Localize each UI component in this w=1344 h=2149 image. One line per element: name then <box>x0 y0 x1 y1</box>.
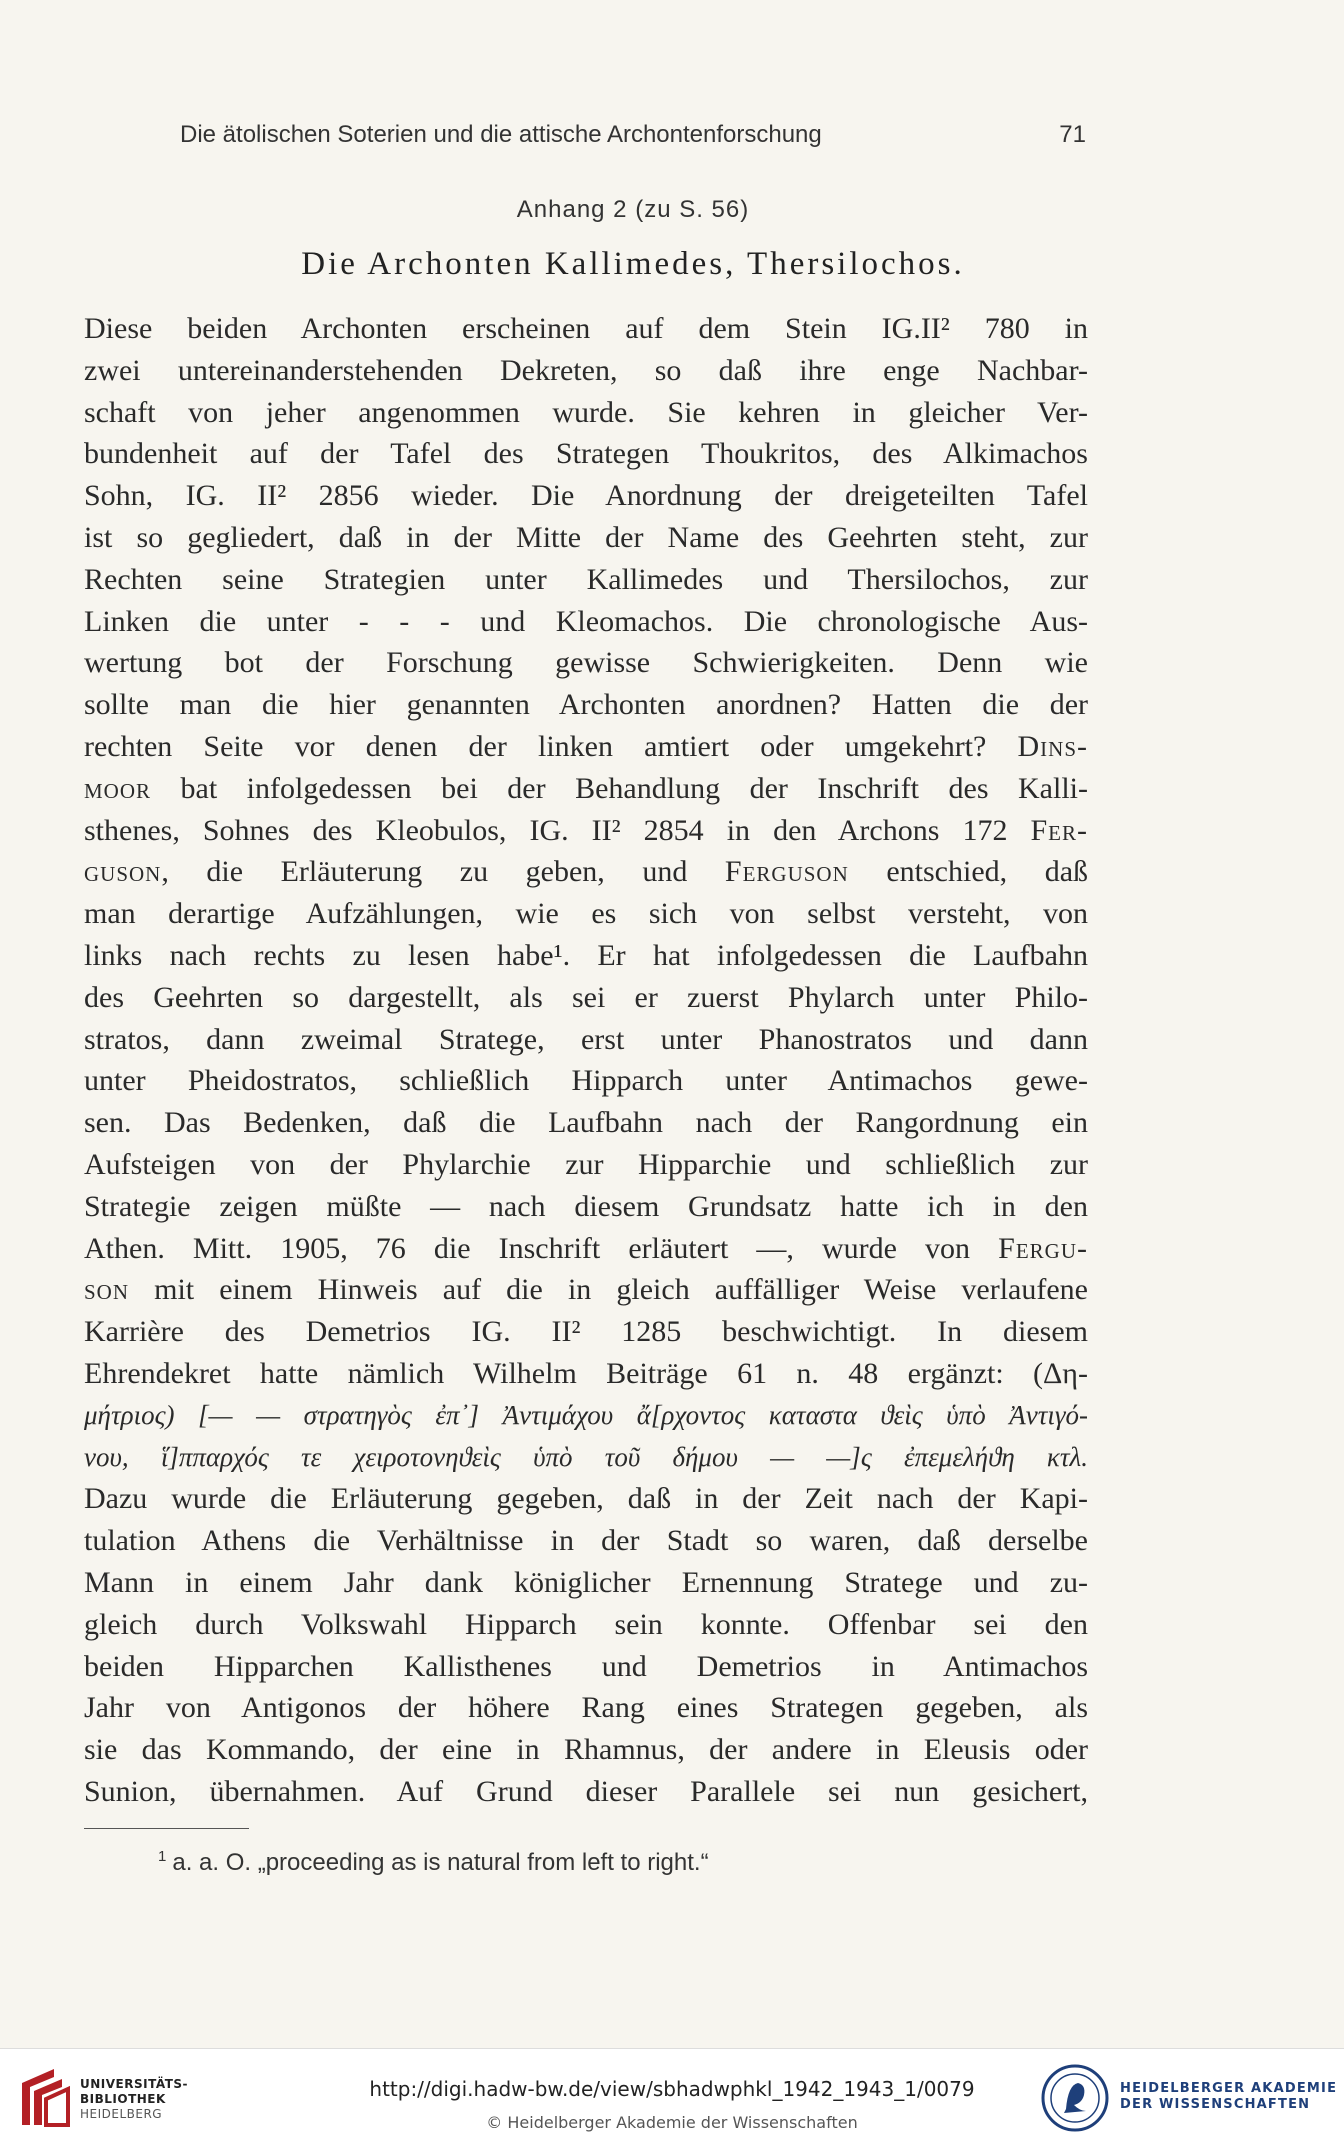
text-line: Diese beiden Archonten erscheinen auf dem Stein IG.II² 780 in <box>84 312 1088 345</box>
text-line: sen. Das Bedenken, daß die Laufbahn nach der Rangordnung ein <box>84 1106 1088 1140</box>
text-line: links nach rechts zu lesen habe¹. Er hat infolgedessen die Laufbahn <box>84 938 1088 972</box>
footnote <box>158 1848 709 1877</box>
body-text <box>84 308 1088 1813</box>
text-line: sie das Kommando, der eine in Rhamnus, der andere in Eleusis oder <box>84 1733 1088 1767</box>
text-line: stratos, dann zweimal Stratege, erst unter Phanostratos und dann <box>84 1022 1088 1056</box>
footer-bar <box>0 2048 1344 2149</box>
academy-seal-icon <box>1040 2061 1110 2135</box>
text-line: Linken die unter - - - und Kleomachos. Die chronologische Aus- <box>84 604 1088 638</box>
text-line: zwei untereinanderstehenden Dekreten, so daß ihre enge Nachbar- <box>84 353 1088 387</box>
text-line: Sohn, IG. II² 2856 wieder. Die Anordnung der dreigeteilten Tafel <box>84 479 1088 513</box>
text-line: tulation Athens die Verhältnisse in der Stadt so waren, daß derselbe <box>84 1524 1088 1558</box>
source-url[interactable]: http://digi.hadw-bw.de/view/sbhadwphkl_1942_1943_1/0079 <box>369 2077 975 2101</box>
text-line: Sunion, übernahmen. Auf Grund dieser Parallele sei nun gesichert, <box>84 1774 1088 1808</box>
footnote-marker: 1 <box>158 1848 167 1865</box>
greek-text-line: νου, ἵ]ππαρχός τε χειροτονηϑεὶς ὑπὸ τοῦ δήμου — —]ς ἐπεμελήϑη κτλ. <box>84 1441 1088 1472</box>
copyright-notice: © Heidelberger Akademie der Wissenschaften <box>486 2113 858 2132</box>
text-line: rechten Seite vor denen der linken amtiert oder umgekehrt? Dins- <box>84 729 1088 763</box>
text-line: sollte man die hier genannten Archonten anordnen? Hatten die der <box>84 688 1088 722</box>
running-title: Die ätolischen Soterien und die attische Archontenforschung <box>180 121 822 148</box>
text-line: wertung bot der Forschung gewisse Schwierigkeiten. Denn wie <box>84 646 1088 680</box>
text-line: gleich durch Volkswahl Hipparch sein konnte. Offenbar sei den <box>84 1607 1088 1641</box>
text-line: Rechten seine Strategien unter Kallimedes und Thersilochos, zur <box>84 562 1088 596</box>
text-line: Mann in einem Jahr dank königlicher Ernennung Stratege und zu- <box>84 1565 1088 1599</box>
page-number: 71 <box>1059 121 1086 148</box>
text-line: Athen. Mitt. 1905, 76 die Inschrift erläutert —, wurde von Fergu- <box>84 1231 1088 1265</box>
text-line: sthenes, Sohnes des Kleobulos, IG. II² 2854 in den Archons 172 Fer- <box>84 813 1088 847</box>
text-line: schaft von jeher angenommen wurde. Sie kehren in gleicher Ver- <box>84 395 1088 429</box>
greek-text-line: μήτριος) [— — στρατηγὸς ἐπ᾿] Ἀντιμάχου ἄ[ρχοντος καταστα ϑεὶς ὑπὸ Ἀντιγό- <box>84 1399 1088 1430</box>
text-line: des Geehrten so dargestellt, als sei er zuerst Phylarch unter Philo- <box>84 980 1088 1014</box>
text-line: Dazu wurde die Erläuterung gegeben, daß in der Zeit nach der Kapi- <box>84 1482 1088 1516</box>
footnote-rule <box>84 1828 249 1829</box>
text-line: Strategie zeigen müßte — nach diesem Grundsatz hatte ich in den <box>84 1189 1088 1223</box>
text-line: moor bat infolgedessen bei der Behandlung der Inschrift des Kalli- <box>84 771 1088 805</box>
text-line: Ehrendekret hatte nämlich Wilhelm Beiträge 61 n. 48 ergänzt: (Δη- <box>84 1356 1088 1390</box>
footnote-text: a. a. O. „proceeding as is natural from left to right.“ <box>172 1849 709 1876</box>
text-line: Jahr von Antigonos der höhere Rang eines Strategen gegeben, als <box>84 1691 1088 1725</box>
academy-name: HEIDELBERGER AKADEMIE DER WISSENSCHAFTEN <box>1120 2081 1338 2112</box>
text-line: Karrière des Demetrios IG. II² 1285 beschwichtigt. In diesem <box>84 1315 1088 1349</box>
text-line: ist so gegliedert, daß in der Mitte der Name des Geehrten steht, zur <box>84 520 1088 554</box>
library-name: UNIVERSITÄTS- BIBLIOTHEK HEIDELBERG <box>80 2077 189 2121</box>
text-line: beiden Hipparchen Kallisthenes und Demetrios in Antimachos <box>84 1649 1088 1683</box>
text-line: son mit einem Hinweis auf die in gleich auffälliger Weise verlaufene <box>84 1273 1088 1307</box>
section-title: Die Archonten Kallimedes, Thersilochos. <box>301 246 965 282</box>
appendix-label: Anhang 2 (zu S. 56) <box>516 196 750 223</box>
text-line: guson, die Erläuterung zu geben, und Ferguson entschied, daß <box>84 855 1088 889</box>
text-line: unter Pheidostratos, schließlich Hipparch unter Antimachos gewe- <box>84 1064 1088 1098</box>
text-line: Aufsteigen von der Phylarchie zur Hipparchie und schließlich zur <box>84 1147 1088 1181</box>
text-line: bundenheit auf der Tafel des Strategen Thoukritos, des Alkimachos <box>84 437 1088 471</box>
text-line: man derartige Aufzählungen, wie es sich von selbst versteht, von <box>84 897 1088 931</box>
